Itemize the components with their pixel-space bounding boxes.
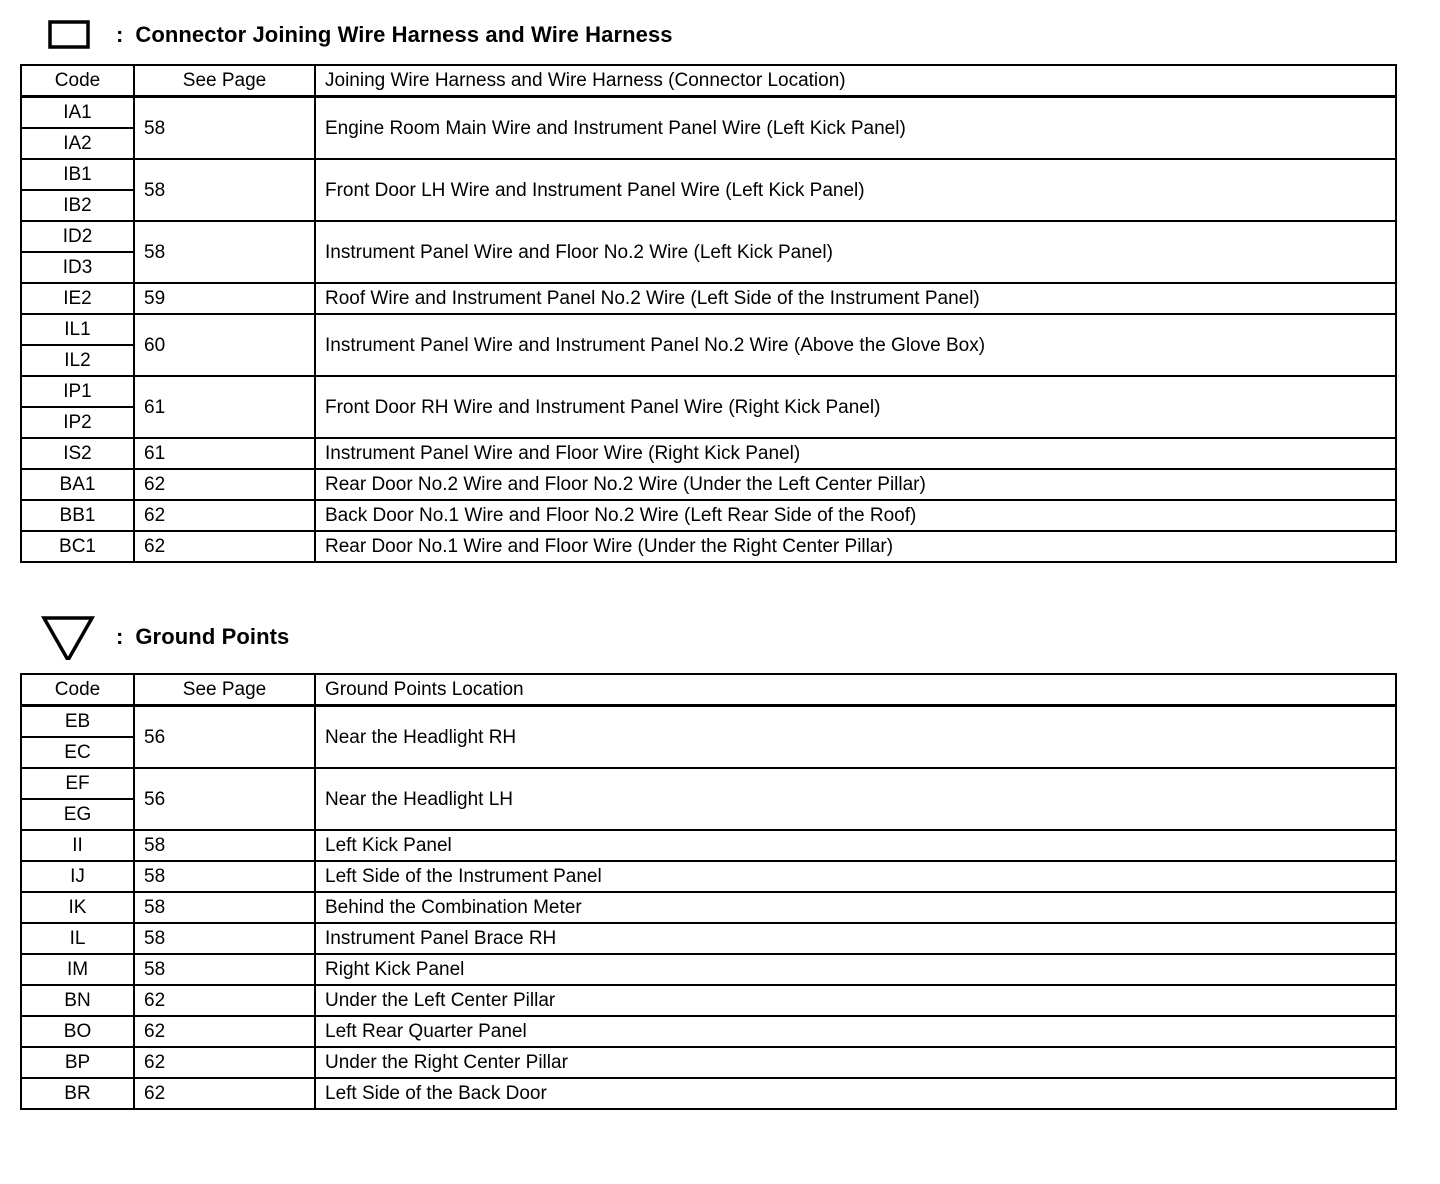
see-page-cell: 62: [134, 469, 315, 500]
code-cell: IL2: [21, 345, 134, 376]
see-page-cell: 56: [134, 706, 315, 769]
code-cell: IL1: [21, 314, 134, 345]
connector-section-colon: :: [116, 22, 124, 47]
location-cell: Rear Door No.2 Wire and Floor No.2 Wire (Under the Left Center Pillar): [315, 469, 1396, 500]
location-cell: Instrument Panel Wire and Instrument Panel No.2 Wire (Above the Glove Box): [315, 314, 1396, 376]
connector-table-body: [21, 97, 1396, 563]
location-cell: Instrument Panel Wire and Floor No.2 Wire (Left Kick Panel): [315, 221, 1396, 283]
code-cell: BN: [21, 985, 134, 1016]
code-cell: IL: [21, 923, 134, 954]
location-cell: Front Door RH Wire and Instrument Panel Wire (Right Kick Panel): [315, 376, 1396, 438]
code-cell: IS2: [21, 438, 134, 469]
code-cell: IB1: [21, 159, 134, 190]
table-row: [21, 314, 1396, 345]
table-row: [21, 283, 1396, 314]
code-cell: BA1: [21, 469, 134, 500]
see-page-cell: 60: [134, 314, 315, 376]
table-row: [21, 923, 1396, 954]
see-page-cell: 58: [134, 830, 315, 861]
column-header-code: Code: [21, 65, 134, 97]
see-page-cell: 61: [134, 438, 315, 469]
see-page-cell: 62: [134, 500, 315, 531]
location-cell: Instrument Panel Wire and Floor Wire (Right Kick Panel): [315, 438, 1396, 469]
see-page-cell: 62: [134, 1078, 315, 1109]
location-cell: Instrument Panel Brace RH: [315, 923, 1396, 954]
see-page-cell: 58: [134, 954, 315, 985]
location-cell: Rear Door No.1 Wire and Floor Wire (Under the Right Center Pillar): [315, 531, 1396, 562]
code-cell: BB1: [21, 500, 134, 531]
location-cell: Right Kick Panel: [315, 954, 1396, 985]
code-cell: IK: [21, 892, 134, 923]
code-cell: EG: [21, 799, 134, 830]
location-cell: Left Side of the Back Door: [315, 1078, 1396, 1109]
code-cell: IB2: [21, 190, 134, 221]
table-row: [21, 954, 1396, 985]
connector-section-title: Connector Joining Wire Harness and Wire Harness: [135, 22, 673, 47]
see-page-cell: 58: [134, 97, 315, 160]
location-cell: Under the Right Center Pillar: [315, 1047, 1396, 1078]
ground-table-header-row: [21, 674, 1396, 706]
code-cell: IP2: [21, 407, 134, 438]
ground-table-body: [21, 706, 1396, 1110]
ground-triangle-icon: [40, 614, 98, 660]
code-cell: IM: [21, 954, 134, 985]
location-cell: Roof Wire and Instrument Panel No.2 Wire (Left Side of the Instrument Panel): [315, 283, 1396, 314]
column-header-see-page: See Page: [134, 674, 315, 706]
table-row: [21, 861, 1396, 892]
location-cell: Under the Left Center Pillar: [315, 985, 1396, 1016]
see-page-cell: 62: [134, 531, 315, 562]
connector-table: [20, 64, 1397, 563]
location-cell: Left Rear Quarter Panel: [315, 1016, 1396, 1047]
table-row: [21, 1047, 1396, 1078]
table-row: [21, 985, 1396, 1016]
table-row: [21, 531, 1396, 562]
location-cell: Back Door No.1 Wire and Floor No.2 Wire (Left Rear Side of the Roof): [315, 500, 1396, 531]
location-cell: Behind the Combination Meter: [315, 892, 1396, 923]
table-row: [21, 706, 1396, 738]
see-page-cell: 58: [134, 861, 315, 892]
see-page-cell: 59: [134, 283, 315, 314]
location-cell: Near the Headlight LH: [315, 768, 1396, 830]
column-header-location: Joining Wire Harness and Wire Harness (Connector Location): [315, 65, 1396, 97]
code-cell: EB: [21, 706, 134, 738]
see-page-cell: 58: [134, 159, 315, 221]
see-page-cell: 58: [134, 923, 315, 954]
code-cell: ID3: [21, 252, 134, 283]
see-page-cell: 61: [134, 376, 315, 438]
location-cell: Front Door LH Wire and Instrument Panel Wire (Left Kick Panel): [315, 159, 1396, 221]
code-cell: IA1: [21, 97, 134, 129]
table-row: [21, 438, 1396, 469]
table-row: [21, 97, 1396, 129]
table-row: [21, 221, 1396, 252]
table-row: [21, 159, 1396, 190]
connector-box-icon: [40, 12, 98, 58]
table-row: [21, 376, 1396, 407]
location-cell: Engine Room Main Wire and Instrument Panel Wire (Left Kick Panel): [315, 97, 1396, 160]
see-page-cell: 62: [134, 985, 315, 1016]
code-cell: BP: [21, 1047, 134, 1078]
location-cell: Left Kick Panel: [315, 830, 1396, 861]
table-row: [21, 1016, 1396, 1047]
see-page-cell: 62: [134, 1047, 315, 1078]
table-row: [21, 500, 1396, 531]
code-cell: BR: [21, 1078, 134, 1109]
column-header-code: Code: [21, 674, 134, 706]
connector-table-header-row: [21, 65, 1396, 97]
code-cell: IE2: [21, 283, 134, 314]
code-cell: IJ: [21, 861, 134, 892]
connector-section-header: [40, 12, 673, 58]
see-page-cell: 58: [134, 892, 315, 923]
ground-section-title: Ground Points: [135, 624, 290, 649]
table-row: [21, 768, 1396, 799]
code-cell: IA2: [21, 128, 134, 159]
see-page-cell: 56: [134, 768, 315, 830]
code-cell: ID2: [21, 221, 134, 252]
ground-section-colon: :: [116, 624, 124, 649]
code-cell: BC1: [21, 531, 134, 562]
location-cell: Left Side of the Instrument Panel: [315, 861, 1396, 892]
column-header-location: Ground Points Location: [315, 674, 1396, 706]
location-cell: Near the Headlight RH: [315, 706, 1396, 769]
column-header-see-page: See Page: [134, 65, 315, 97]
see-page-cell: 62: [134, 1016, 315, 1047]
table-row: [21, 830, 1396, 861]
table-row: [21, 469, 1396, 500]
table-row: [21, 1078, 1396, 1109]
ground-points-table: [20, 673, 1397, 1110]
code-cell: IP1: [21, 376, 134, 407]
see-page-cell: 58: [134, 221, 315, 283]
table-row: [21, 892, 1396, 923]
code-cell: EF: [21, 768, 134, 799]
code-cell: BO: [21, 1016, 134, 1047]
code-cell: EC: [21, 737, 134, 768]
ground-section-header: [40, 614, 289, 660]
code-cell: II: [21, 830, 134, 861]
